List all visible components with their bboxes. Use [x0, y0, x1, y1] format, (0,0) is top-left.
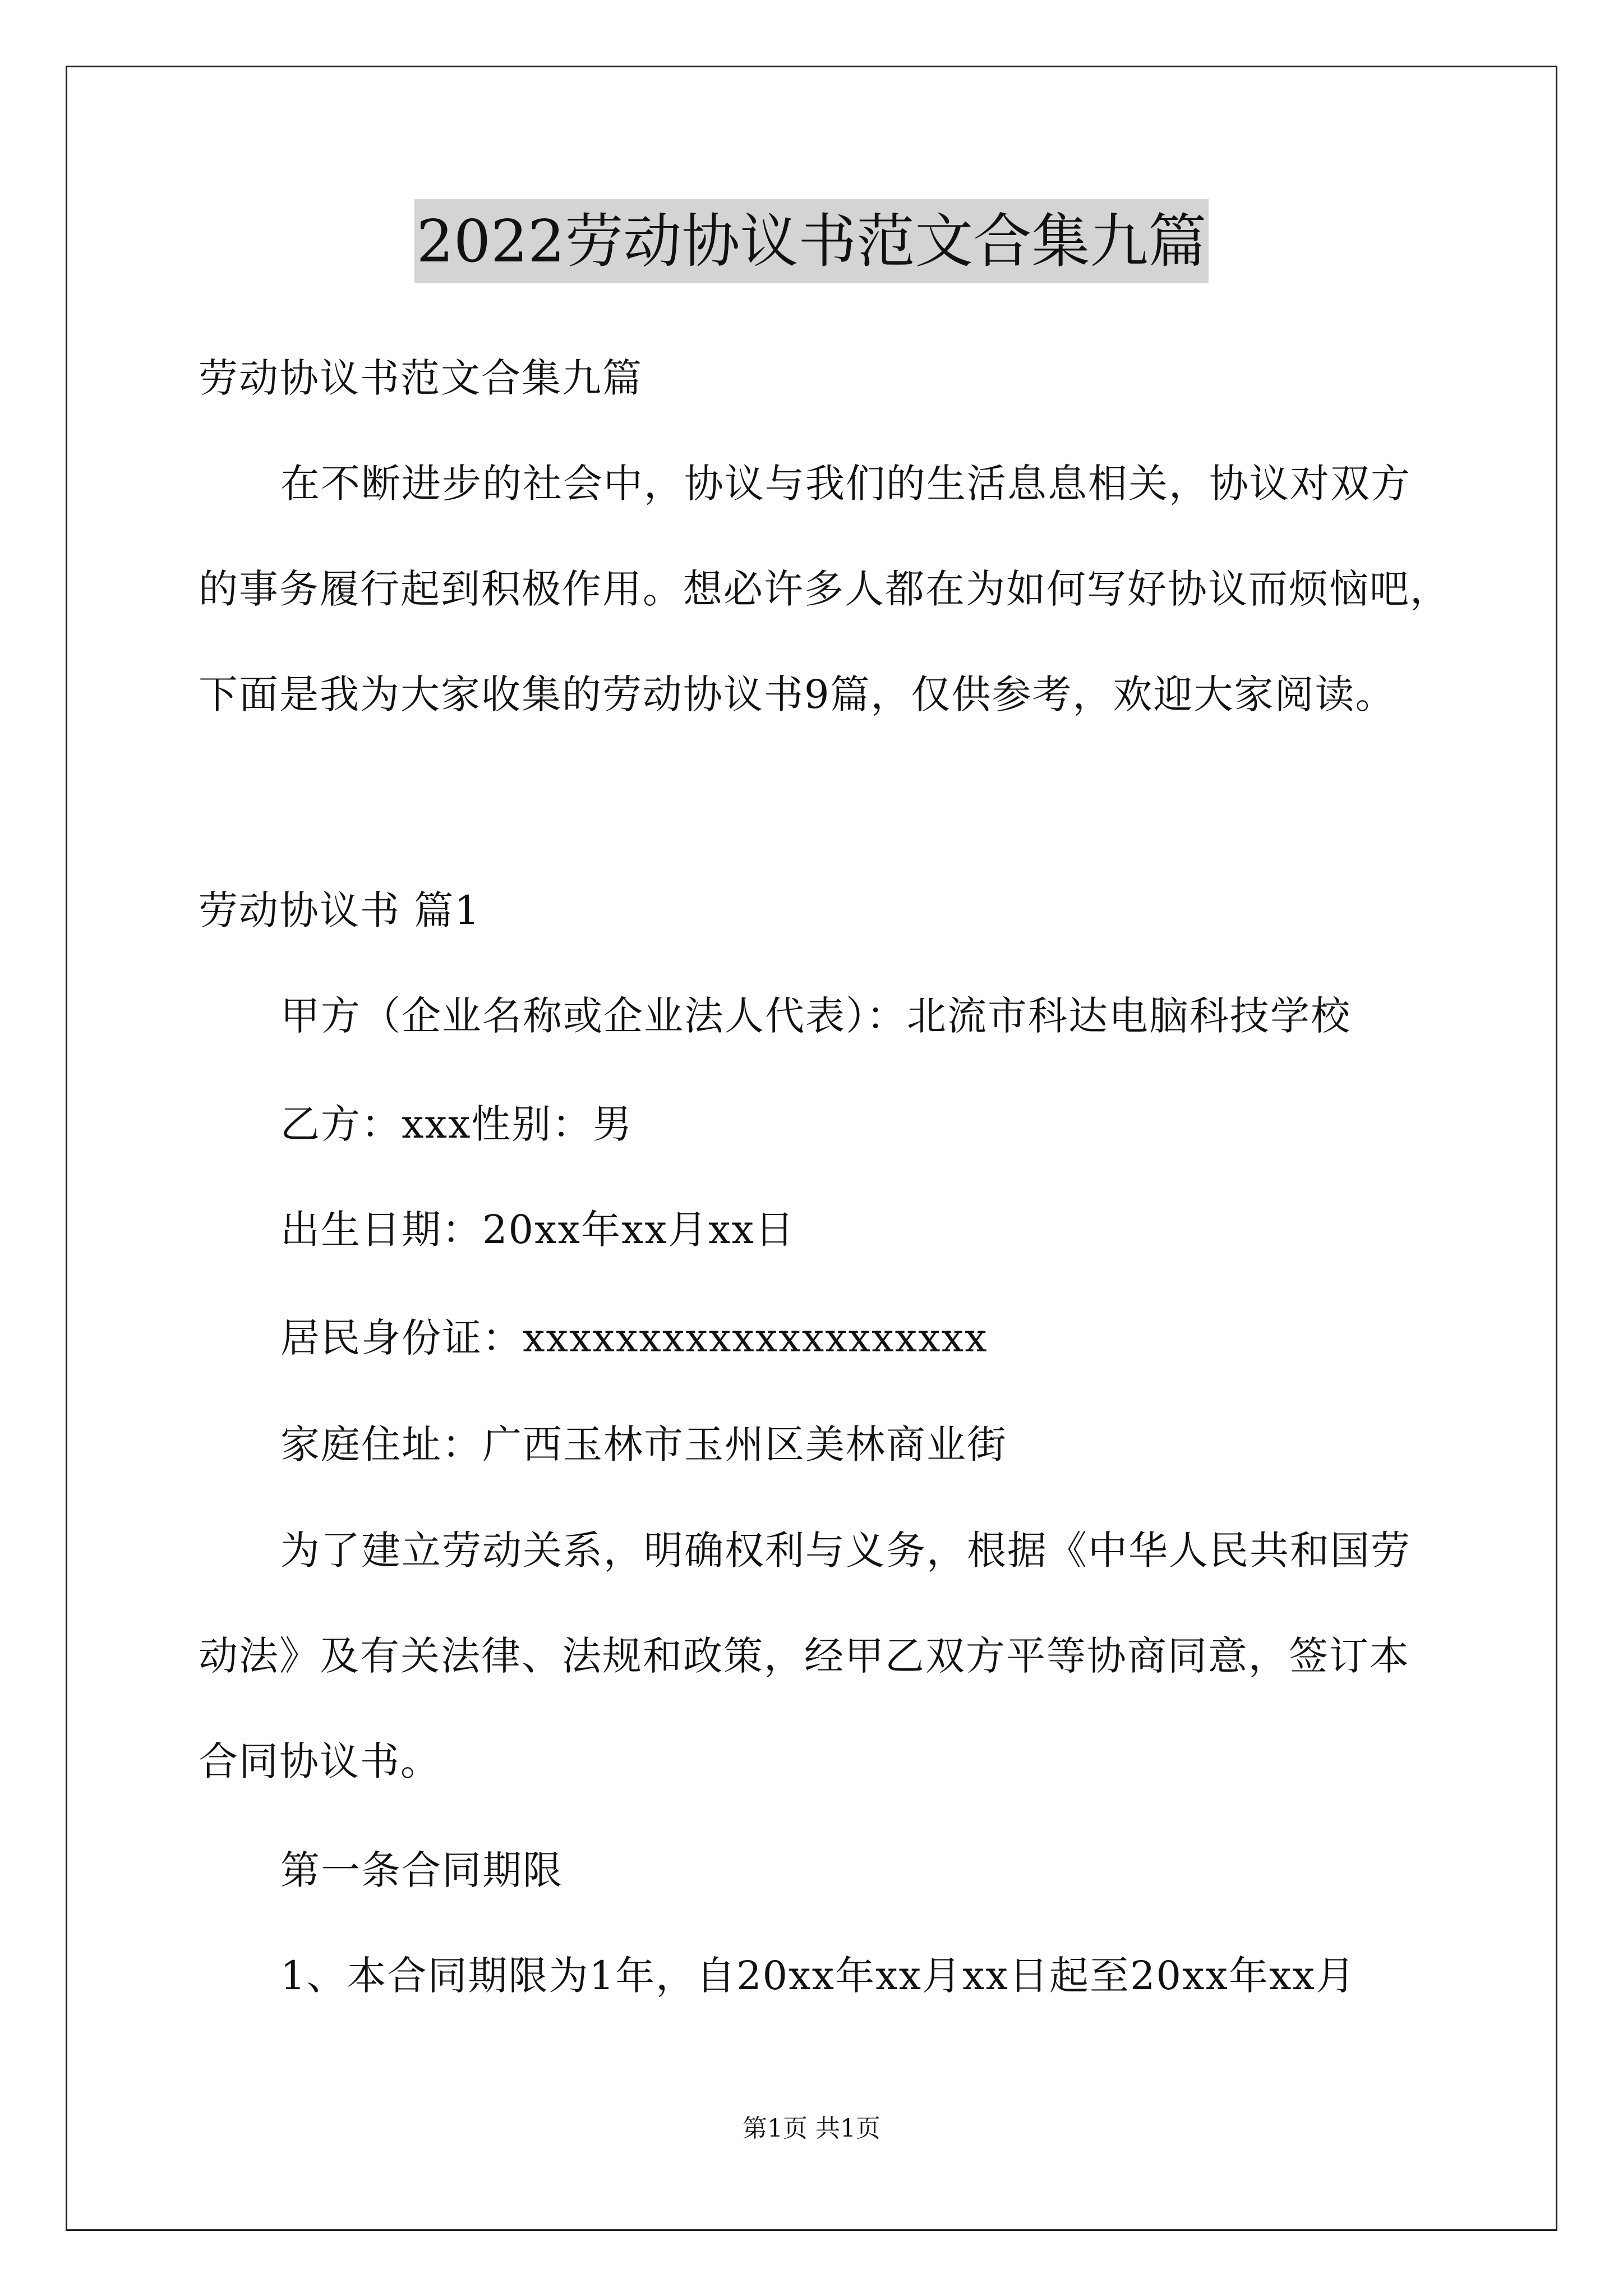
document-subtitle: 劳动协议书范文合集九篇	[199, 355, 643, 401]
article-1-item-1: 1、本合同期限为1年，自20xx年xx月xx日起至20xx年xx月	[280, 1953, 1356, 1999]
home-address: 家庭住址：广西玉林市玉州区美林商业街	[280, 1421, 1007, 1467]
preamble-line-2: 动法》及有关法律、法规和政策，经甲乙双方平等协商同意，签订本	[199, 1633, 1410, 1679]
birth-date: 出生日期：20xx年xx月xx日	[280, 1207, 795, 1253]
section-heading: 劳动协议书 篇1	[199, 887, 481, 933]
article-1-heading: 第一条合同期限	[280, 1847, 563, 1893]
party-b: 乙方：xxx性别：男	[280, 1101, 633, 1147]
document-title: 2022劳动协议书范文合集九篇	[414, 199, 1209, 283]
party-a: 甲方（企业名称或企业法人代表）：北流市科达电脑科技学校	[280, 993, 1351, 1039]
preamble-line-1: 为了建立劳动关系，明确权利与义务，根据《中华人民共和国劳	[280, 1527, 1411, 1573]
id-card: 居民身份证：xxxxxxxxxxxxxxxxxxxx	[280, 1315, 988, 1361]
page-footer: 第1页 共1页	[743, 2114, 880, 2143]
title-container	[0, 199, 1623, 283]
intro-line-2: 的事务履行起到积极作用。想必许多人都在为如何写好协议而烦恼吧，	[199, 566, 1450, 612]
intro-line-1: 在不断进步的社会中，协议与我们的生活息息相关，协议对双方	[280, 461, 1411, 507]
preamble-line-3: 合同协议书。	[199, 1738, 441, 1784]
intro-line-3: 下面是我为大家收集的劳动协议书9篇，仅供参考，欢迎大家阅读。	[199, 671, 1396, 717]
